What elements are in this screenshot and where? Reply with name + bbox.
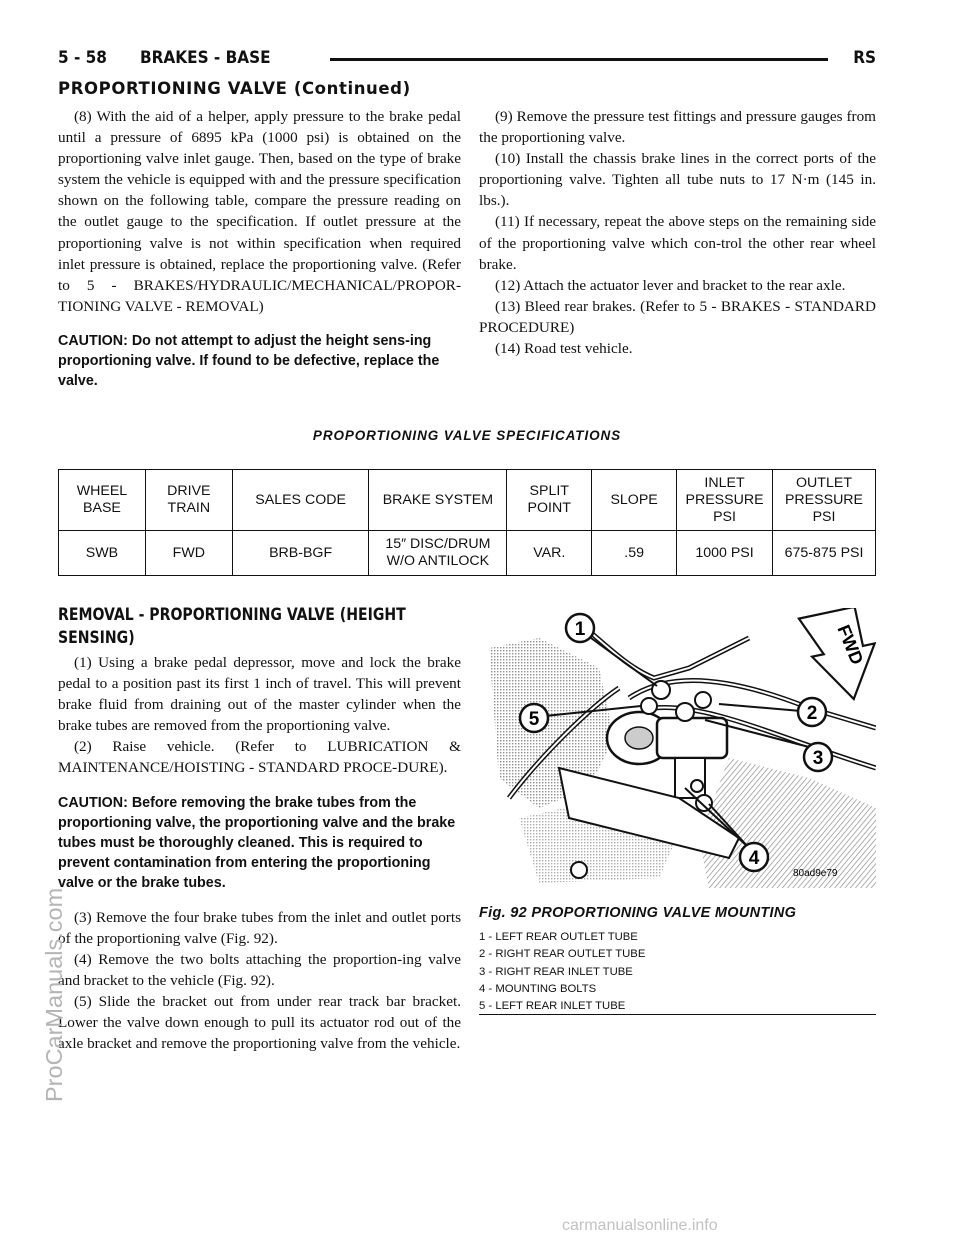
figure-legend [479, 929, 876, 1015]
step-12: (12) Attach the actuator lever and bracket to the rear axle. [495, 276, 846, 294]
svg-text:2: 2 [806, 703, 818, 724]
removal-step-5: (5) Slide the bracket out from under rear track bar bracket. Lower the valve down enough to pull its actuator rod out of the axle bracket and remove the proportioning valve from the vehicle. [58, 992, 461, 1053]
legend-item: 4 - MOUNTING BOLTS [479, 982, 597, 995]
step-14: (14) Road test vehicle. [495, 340, 633, 358]
col-header: BRAKE SYSTEM [369, 470, 507, 531]
callout-2 [798, 698, 826, 726]
legend-item: 5 - LEFT REAR INLET TUBE [479, 1000, 626, 1013]
table-cell: 675-875 PSI [773, 531, 876, 576]
caution-clean-tubes: CAUTION: Before removing the brake tubes from the proportioning valve, the proportioning valve and the brake tubes must be thoroughly cleaned. This is required to prevent contamination from entering the proportioning valve or the brake tubes. [58, 794, 456, 891]
step-11: (11) If necessary, repeat the above steps on the remaining side of the proportioning valve which con-trol the other rear wheel brake. [479, 213, 876, 273]
spec-table-title: PROPORTIONING VALVE SPECIFICATIONS [312, 428, 622, 443]
figure-caption: Fig. 92 PROPORTIONING VALVE MOUNTING [479, 905, 797, 921]
table-cell: SWB [59, 531, 146, 576]
callout-5 [520, 704, 548, 732]
table-cell: BRB-BGF [232, 531, 369, 576]
col-header: WHEEL BASE [59, 470, 146, 531]
legend-rule [479, 1014, 876, 1015]
header-rule [330, 58, 828, 61]
table-cell: VAR. [507, 531, 592, 576]
svg-text:5: 5 [528, 709, 540, 730]
continued-title: PROPORTIONING VALVE (Continued) [58, 79, 411, 98]
side-watermark: ProCarManuals.com [41, 887, 67, 1102]
callout-1 [566, 614, 594, 642]
svg-text:4: 4 [748, 848, 760, 869]
callout-3 [804, 743, 832, 771]
table-row [59, 531, 876, 576]
table-cell: .59 [592, 531, 677, 576]
image-code: 80ad9e79 [793, 868, 838, 879]
section-title: BRAKES - BASE [140, 48, 271, 68]
legend-item: 2 - RIGHT REAR OUTLET TUBE [479, 948, 646, 961]
step-8: (8) With the aid of a helper, apply pressure to the brake pedal until a pressure of 6895 kPa (1000 psi) is obtained on the proportioning valve inlet gauge. Then, based on the type of brake system the vehicle is equipped with and the pressure specification shown on the following table, compare the pressure reading on the outlet gauge to the specification. If outlet pressure at the proportioning valve is not within specification when required inlet pressure is obtained, replace the proportioning valve. (Refer to 5 - BRAKES/HYDRAULIC/MECHANICAL/PROPOR-TIONING VALVE - REMOVAL) [58, 108, 461, 315]
table-cell: 1000 PSI [677, 531, 773, 576]
col-header: DRIVE TRAIN [145, 470, 232, 531]
footer-watermark: carmanualsonline.info [562, 1217, 718, 1234]
col-header: OUTLET PRESSURE PSI [773, 470, 876, 531]
left-column [58, 106, 461, 405]
col-header: INLET PRESSURE PSI [677, 470, 773, 531]
table-header-row [59, 470, 876, 531]
svg-text:1: 1 [574, 619, 586, 640]
fwd-label: FWD [833, 621, 868, 668]
page-header [58, 46, 876, 74]
page-number: 5 - 58 [58, 48, 107, 68]
removal-heading: REMOVAL - PROPORTIONING VALVE (HEIGHT SENSING) [58, 605, 406, 648]
caution-height-sensing: CAUTION: Do not attempt to adjust the height sens-ing proportioning valve. If found to be defective, replace the valve. [58, 332, 440, 389]
table-cell: 15″ DISC/DRUM W/O ANTILOCK [369, 531, 507, 576]
step-9: (9) Remove the pressure test fittings and pressure gauges from the proportioning valve. [479, 108, 876, 147]
removal-step-3: (3) Remove the four brake tubes from the inlet and outlet ports of the proportioning valve (Fig. 92). [58, 908, 461, 947]
table-cell: FWD [145, 531, 232, 576]
removal-column [58, 652, 461, 1054]
vehicle-code: RS [853, 48, 876, 68]
svg-text:3: 3 [812, 748, 824, 769]
valve-mounting-illustration [479, 608, 876, 888]
removal-step-2: (2) Raise vehicle. (Refer to LUBRICATION & MAINTENANCE/HOISTING - STANDARD PROCE-DURE). [58, 738, 461, 777]
legend-item: 3 - RIGHT REAR INLET TUBE [479, 965, 633, 978]
col-header: SALES CODE [232, 470, 369, 531]
removal-step-4: (4) Remove the two bolts attaching the proportion-ing valve and bracket to the vehicle (Fig. 92). [58, 950, 461, 989]
col-header: SLOPE [592, 470, 677, 531]
step-10: (10) Install the chassis brake lines in the correct ports of the proportioning valve. Tighten all tube nuts to 17 N·m (145 in. lbs.). [479, 150, 876, 210]
removal-step-1: (1) Using a brake pedal depressor, move and lock the brake pedal to a position past its first 1 inch of travel. This will prevent brake fluid from draining out of the master cylinder when the brake tubes are removed from the proportioning valve. [58, 654, 461, 735]
right-column [479, 106, 876, 359]
spec-table [58, 469, 876, 576]
step-13: (13) Bleed rear brakes. (Refer to 5 - BRAKES - STANDARD PROCEDURE) [479, 297, 876, 336]
proportioning-valve-figure [479, 608, 876, 888]
callout-4 [740, 843, 768, 871]
col-header: SPLIT POINT [507, 470, 592, 531]
legend-item: 1 - LEFT REAR OUTLET TUBE [479, 931, 638, 943]
